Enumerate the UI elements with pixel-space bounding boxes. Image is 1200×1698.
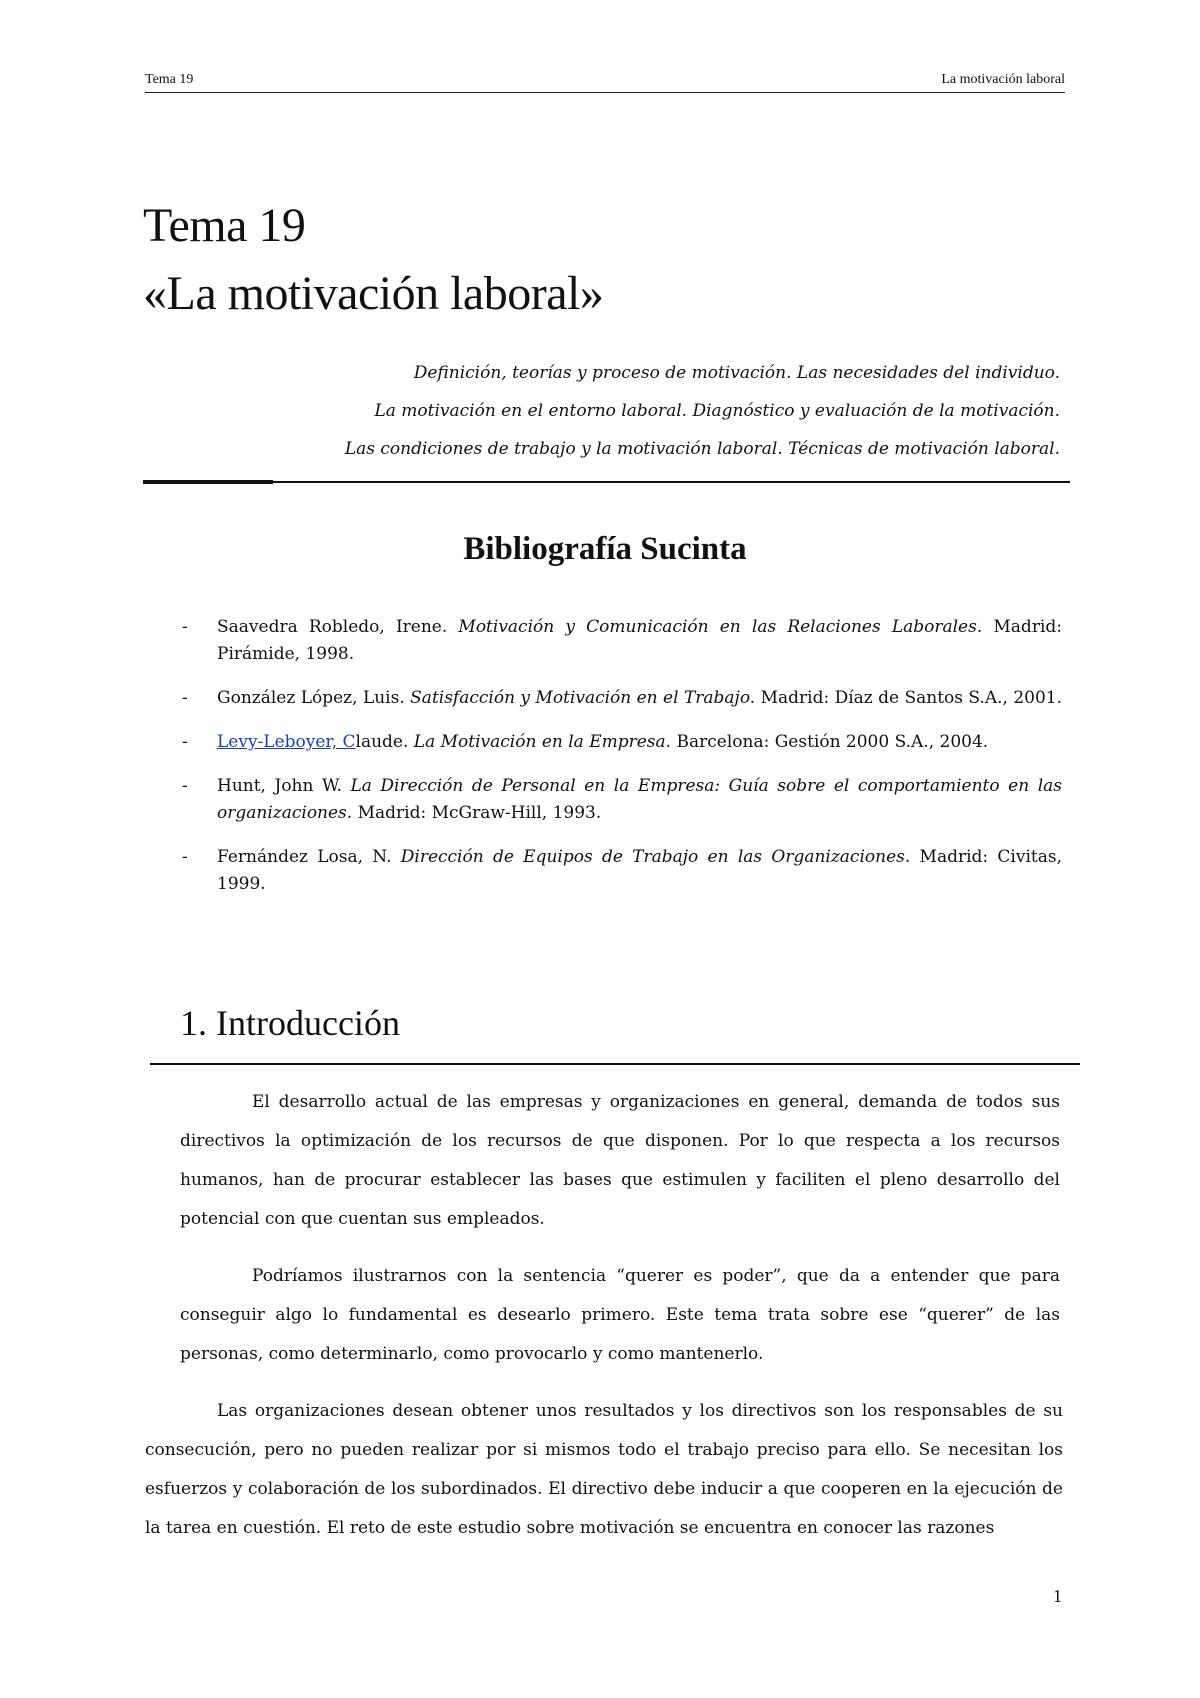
document-title [143, 192, 603, 328]
bibliography-title: La Dirección de Personal en la Empresa: Guía sobre el comportamiento en las organizaciones. [217, 776, 1063, 823]
paragraph: El desarrollo actual de las empresas y organizaciones en general, demanda de todos sus directivos la optimización de los recursos de que disponen. Por lo que respecta a los recursos humanos, han de procurar establecer las bases que estimulen y faciliten el pleno desarrollo del potencial con que cuentan sus empleados. [180, 1092, 1060, 1229]
bibliography-heading: Bibliografía Sucinta [463, 531, 747, 567]
list-bullet: - [182, 732, 188, 752]
bibliography-item [182, 614, 1062, 668]
page-header [145, 70, 1065, 93]
bibliography-author: Saavedra Robledo, Irene. [217, 617, 459, 637]
title-divider [143, 481, 1070, 483]
bibliography-author: laude. [355, 732, 414, 752]
header-left-text: Tema 19 [145, 72, 194, 87]
title-line-1: Tema 19 [143, 199, 306, 252]
bibliography-publisher: Madrid: Civitas, 1999. [217, 847, 1062, 894]
bibliography-author: Hunt, John W. [217, 776, 351, 796]
bibliography-author: González López, Luis. [217, 688, 411, 708]
bibliography-publisher: Madrid: Díaz de Santos S.A., 2001. [755, 688, 1063, 708]
bibliography-title: La Motivación en la Empresa. [413, 732, 672, 752]
list-bullet: - [182, 688, 188, 708]
header-right-text: La motivación laboral [941, 72, 1065, 87]
bibliography-item [182, 685, 1062, 712]
bibliography-list [182, 614, 1062, 915]
bibliography-publisher: Madrid: Pirámide, 1998. [217, 617, 1062, 664]
author-link[interactable]: Levy-Leboyer, C [217, 732, 356, 752]
topic-summary [160, 354, 1060, 468]
list-bullet: - [182, 617, 188, 637]
paragraph: Las organizaciones desean obtener unos resultados y los directivos son los responsables de su consecución, pero no pueden realizar por si mismos todo el trabajo preciso para ello. Se necesitan los esfuerzos y colaboración de los subordinados. El directivo debe inducir a que cooperen en la ejecución de la tarea en cuestión. El reto de este estudio sobre motivación se encuentra en conocer las razones [145, 1401, 1063, 1538]
bibliography-author: Fernández Losa, N. [217, 847, 401, 867]
bibliography-title: Motivación y Comunicación en las Relaciones Laborales. [458, 617, 983, 637]
bibliography-publisher: Madrid: McGraw-Hill, 1993. [352, 803, 602, 823]
bibliography-publisher: Barcelona: Gestión 2000 S.A., 2004. [671, 732, 989, 752]
bibliography-item [182, 729, 1062, 756]
section-heading: 1. Introducción [180, 1003, 400, 1043]
list-bullet: - [182, 776, 188, 796]
paragraph: Podríamos ilustrarnos con la sentencia “querer es poder”, que da a entender que para conseguir algo lo fundamental es desearlo primero. Este tema trata sobre ese “querer” de las personas, como determinarlo, como provocarlo y como mantenerlo. [180, 1266, 1060, 1364]
page-number: 1 [1053, 1586, 1062, 1606]
bibliography-title: Satisfacción y Motivación en el Trabajo. [410, 688, 756, 708]
list-bullet: - [182, 847, 188, 867]
section-divider [150, 1063, 1080, 1065]
introduction-text [180, 1083, 1060, 1392]
topic-summary-line: Definición, teorías y proceso de motivación. Las necesidades del individuo. [413, 363, 1060, 383]
bibliography-item [182, 773, 1062, 827]
title-line-2: «La motivación laboral» [143, 267, 604, 320]
topic-summary-line: La motivación en el entorno laboral. Diagnóstico y evaluación de la motivación. [374, 401, 1060, 421]
bibliography-title: Dirección de Equipos de Trabajo en las Organizaciones. [400, 847, 911, 867]
bibliography-item [182, 844, 1062, 898]
topic-summary-line: Las condiciones de trabajo y la motivación laboral. Técnicas de motivación laboral. [344, 439, 1060, 459]
